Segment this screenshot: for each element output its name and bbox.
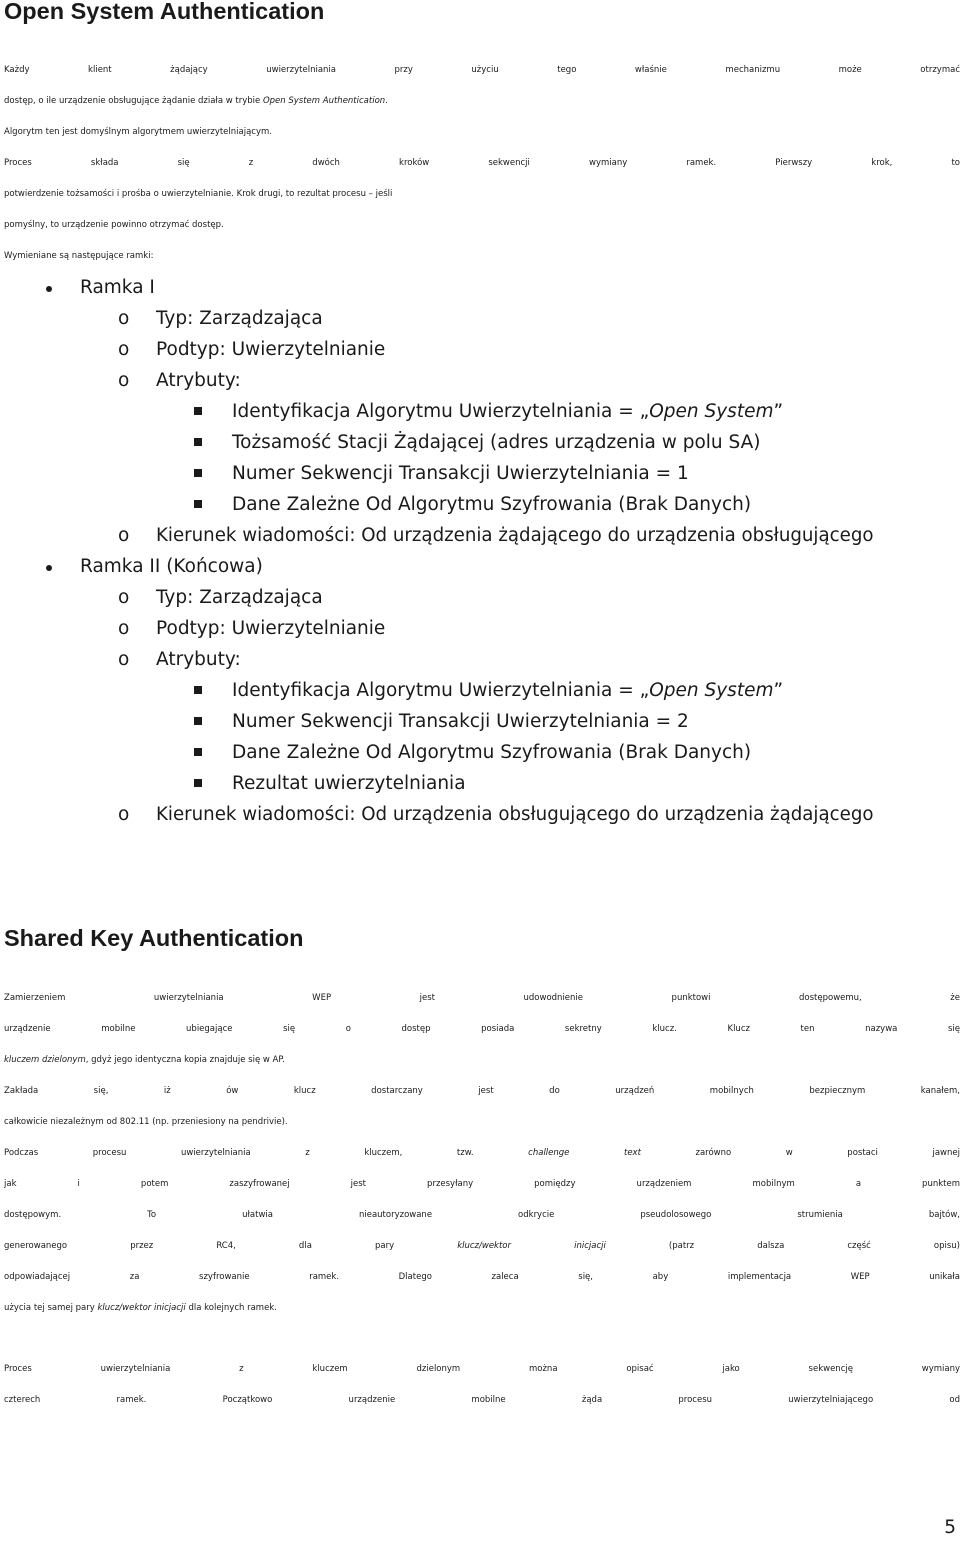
square-bullet-icon	[194, 500, 202, 508]
paragraph-line: Proces uwierzytelniania z kluczem dzielonym można opisać jako sekwencję wymiany	[4, 1364, 960, 1374]
square-bullet-icon	[194, 469, 202, 477]
paragraph-line: generowanego przez RC4, dla pary klucz/wektor inicjacji (patrz dalsza część opisu)	[4, 1241, 960, 1251]
frame-2-title: Ramka II (Końcowa)	[80, 556, 263, 577]
frame-2-subtype: Podtyp: Uwierzytelnianie	[156, 618, 386, 639]
sub-bullet-icon: o	[118, 618, 130, 639]
paragraph-line: Każdy klient żądający uwierzytelniania przy użyciu tego właśnie mechanizmu może otrzymać	[4, 65, 960, 75]
paragraph-line: Algorytm ten jest domyślnym algorytmem uwierzytelniającym.	[4, 127, 272, 137]
square-bullet-icon	[194, 779, 202, 787]
sub-bullet-icon: o	[118, 339, 130, 360]
paragraph-line: Zakłada się, iż ów klucz dostarczany jest do urządzeń mobilnych bezpiecznym kanałem,	[4, 1086, 960, 1096]
sub-bullet-icon: o	[118, 804, 130, 825]
paragraph-line: całkowicie niezależnym od 802.11 (np. przeniesiony na pendrivie).	[4, 1117, 288, 1127]
frame-1-attribute: Identyfikacja Algorytmu Uwierzytelniania = „Open System”	[232, 401, 784, 422]
paragraph-line: kluczem dzielonym, gdyż jego identyczna kopia znajduje się w AP.	[4, 1055, 285, 1065]
paragraph-line: urządzenie mobilne ubiegające się o dostęp posiada sekretny klucz. Klucz ten nazywa się	[4, 1024, 960, 1034]
sub-bullet-icon: o	[118, 370, 130, 391]
paragraph-line: pomyślny, to urządzenie powinno otrzymać dostęp.	[4, 220, 224, 230]
frame-1-direction: Kierunek wiadomości: Od urządzenia żądającego do urządzenia obsługującego	[156, 525, 874, 546]
paragraph-line: Proces składa się z dwóch kroków sekwencji wymiany ramek. Pierwszy krok, to	[4, 158, 960, 168]
paragraph-line: Zamierzeniem uwierzytelniania WEP jest udowodnienie punktowi dostępowemu, że	[4, 993, 960, 1003]
paragraph-line: jak i potem zaszyfrowanej jest przesyłany pomiędzy urządzeniem mobilnym a punktem	[4, 1179, 960, 1189]
section-title-open-system: Open System Authentication	[4, 0, 325, 24]
bullet-icon	[46, 286, 52, 292]
frame-1-attribute: Dane Zależne Od Algorytmu Szyfrowania (Brak Danych)	[232, 494, 752, 515]
frame-2-attribute: Rezultat uwierzytelniania	[232, 773, 466, 794]
sub-bullet-icon: o	[118, 308, 130, 329]
paragraph-line: użycia tej samej pary klucz/wektor inicjacji dla kolejnych ramek.	[4, 1303, 277, 1313]
square-bullet-icon	[194, 686, 202, 694]
frame-1-subtype: Podtyp: Uwierzytelnianie	[156, 339, 386, 360]
section-title-shared-key: Shared Key Authentication	[4, 925, 304, 951]
frame-1-attribute: Numer Sekwencji Transakcji Uwierzytelniania = 1	[232, 463, 689, 484]
paragraph-line: potwierdzenie tożsamości i prośba o uwierzytelnianie. Krok drugi, to rezultat procesu – jeśli	[4, 189, 393, 199]
square-bullet-icon	[194, 717, 202, 725]
bullet-icon	[46, 565, 52, 571]
paragraph-line: czterech ramek. Początkowo urządzenie mobilne żąda procesu uwierzytelniającego od	[4, 1395, 960, 1405]
page-number: 5	[944, 1517, 956, 1538]
frame-2-attribute: Dane Zależne Od Algorytmu Szyfrowania (Brak Danych)	[232, 742, 752, 763]
sub-bullet-icon: o	[118, 525, 130, 546]
square-bullet-icon	[194, 438, 202, 446]
paragraph-line: dostępowym. To ułatwia nieautoryzowane odkrycie pseudolosowego strumienia bajtów,	[4, 1210, 960, 1220]
frame-2-attribute: Identyfikacja Algorytmu Uwierzytelniania = „Open System”	[232, 680, 784, 701]
sub-bullet-icon: o	[118, 649, 130, 670]
frame-2-type: Typ: Zarządzająca	[156, 587, 323, 608]
paragraph-line: odpowiadającej za szyfrowanie ramek. Dlatego zaleca się, aby implementacja WEP unikała	[4, 1272, 960, 1282]
frame-2-attributes-label: Atrybuty:	[156, 649, 241, 670]
frame-2-attribute: Numer Sekwencji Transakcji Uwierzytelniania = 2	[232, 711, 689, 732]
square-bullet-icon	[194, 407, 202, 415]
frame-2-direction: Kierunek wiadomości: Od urządzenia obsługującego do urządzenia żądającego	[156, 804, 874, 825]
paragraph-line: Wymieniane są następujące ramki:	[4, 251, 154, 261]
frame-1-attributes-label: Atrybuty:	[156, 370, 241, 391]
frame-1-attribute: Tożsamość Stacji Żądającej (adres urządzenia w polu SA)	[232, 432, 761, 453]
sub-bullet-icon: o	[118, 587, 130, 608]
paragraph-line: dostęp, o ile urządzenie obsługujące żądanie działa w trybie Open System Authentication.	[4, 96, 388, 106]
frame-1-title: Ramka I	[80, 277, 155, 298]
frame-1-type: Typ: Zarządzająca	[156, 308, 323, 329]
square-bullet-icon	[194, 748, 202, 756]
paragraph-line: Podczas procesu uwierzytelniania z kluczem, tzw. challenge text zarówno w postaci jawnej	[4, 1148, 960, 1158]
